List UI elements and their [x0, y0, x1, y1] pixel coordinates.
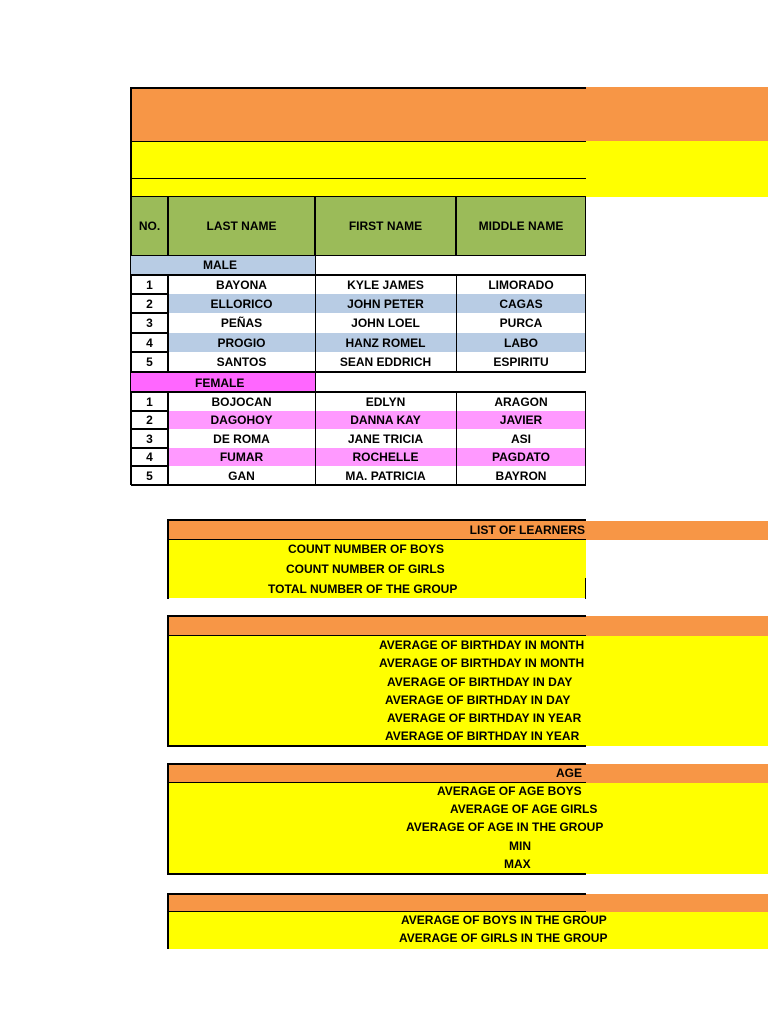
birthday-header [168, 616, 768, 636]
middle-name-cell: LIMORADO [488, 277, 554, 292]
last-name-cell: SANTOS [216, 355, 267, 369]
last-name-cell: BOJOCAN [211, 394, 272, 409]
middle-name-cell: JAVIER [456, 411, 586, 429]
age-min-label: MIN [509, 839, 531, 853]
middle-name-cell: ASI [510, 431, 531, 446]
row-no: 1 [131, 275, 168, 294]
age-row: AVERAGE OF AGE IN THE GROUP [406, 820, 604, 834]
middle-name-cell: ARAGON [494, 394, 548, 409]
last-name-cell: BAYONA [216, 277, 267, 292]
row-no: 1 [131, 392, 168, 411]
birthday-row: AVERAGE OF BIRTHDAY IN YEAR [387, 711, 582, 725]
birthday-row: AVERAGE OF BIRTHDAY IN YEAR [385, 729, 580, 743]
first-name-cell: EDLYN [365, 394, 406, 409]
header-middle-name: MIDDLE NAME [456, 196, 586, 256]
age-title: AGE [556, 766, 583, 780]
last-name-cell: GAN [228, 468, 255, 483]
row-no: 5 [131, 352, 168, 372]
first-name-cell: ROCHELLE [315, 448, 456, 466]
first-name-cell: JOHN LOEL [351, 316, 420, 330]
last-name-cell: PROGIO [168, 333, 315, 352]
last-name-cell: PEÑAS [220, 316, 263, 330]
first-name-cell: JOHN PETER [315, 294, 456, 313]
header-last-name: LAST NAME [168, 196, 315, 256]
title-band [131, 87, 768, 141]
last-name-cell: FUMAR [168, 448, 315, 466]
female-section-label: FEMALE [131, 373, 315, 392]
group-header [168, 894, 768, 912]
first-name-cell: KYLE JAMES [347, 277, 424, 292]
row-no: 2 [131, 294, 168, 313]
row-no: 3 [131, 429, 168, 448]
first-name-cell: MA. PATRICIA [345, 468, 426, 483]
age-row: AVERAGE OF AGE BOYS [437, 784, 582, 798]
birthday-row: AVERAGE OF BIRTHDAY IN DAY [385, 693, 571, 707]
middle-name-cell: CAGAS [456, 294, 586, 313]
total-group-label: TOTAL NUMBER OF THE GROUP [268, 582, 458, 596]
row-no: 3 [131, 313, 168, 333]
birthday-row: AVERAGE OF BIRTHDAY IN DAY [387, 675, 573, 689]
group-row: AVERAGE OF GIRLS IN THE GROUP [399, 931, 608, 945]
last-name-cell: DE ROMA [213, 431, 270, 446]
middle-name-cell: BAYRON [495, 468, 547, 483]
first-name-cell: SEAN EDDRICH [339, 355, 432, 369]
middle-name-cell: LABO [456, 333, 586, 352]
header-no: NO. [131, 196, 168, 256]
first-name-cell: DANNA KAY [315, 411, 456, 429]
count-girls-label: COUNT NUMBER OF GIRLS [286, 562, 445, 576]
male-section-label: MALE [131, 256, 315, 275]
row-no: 2 [131, 411, 168, 429]
age-max-label: MAX [504, 857, 531, 871]
row-no: 4 [131, 448, 168, 466]
birthday-row: AVERAGE OF BIRTHDAY IN MONTH [379, 638, 585, 652]
last-name-cell: DAGOHOY [168, 411, 315, 429]
row-no: 5 [131, 466, 168, 485]
first-name-cell: JANE TRICIA [347, 431, 424, 446]
middle-name-cell: ESPIRITU [493, 355, 549, 369]
subtitle-band [131, 141, 768, 197]
row-no: 4 [131, 333, 168, 352]
learners-title: LIST OF LEARNERS [469, 523, 585, 537]
count-boys-label: COUNT NUMBER OF BOYS [288, 542, 444, 556]
last-name-cell: ELLORICO [168, 294, 315, 313]
middle-name-cell: PURCA [499, 316, 543, 330]
header-first-name: FIRST NAME [315, 196, 456, 256]
age-row: AVERAGE OF AGE GIRLS [450, 802, 598, 816]
birthday-row: AVERAGE OF BIRTHDAY IN MONTH [379, 656, 585, 670]
first-name-cell: HANZ ROMEL [315, 333, 456, 352]
group-row: AVERAGE OF BOYS IN THE GROUP [401, 913, 607, 927]
middle-name-cell: PAGDATO [456, 448, 586, 466]
